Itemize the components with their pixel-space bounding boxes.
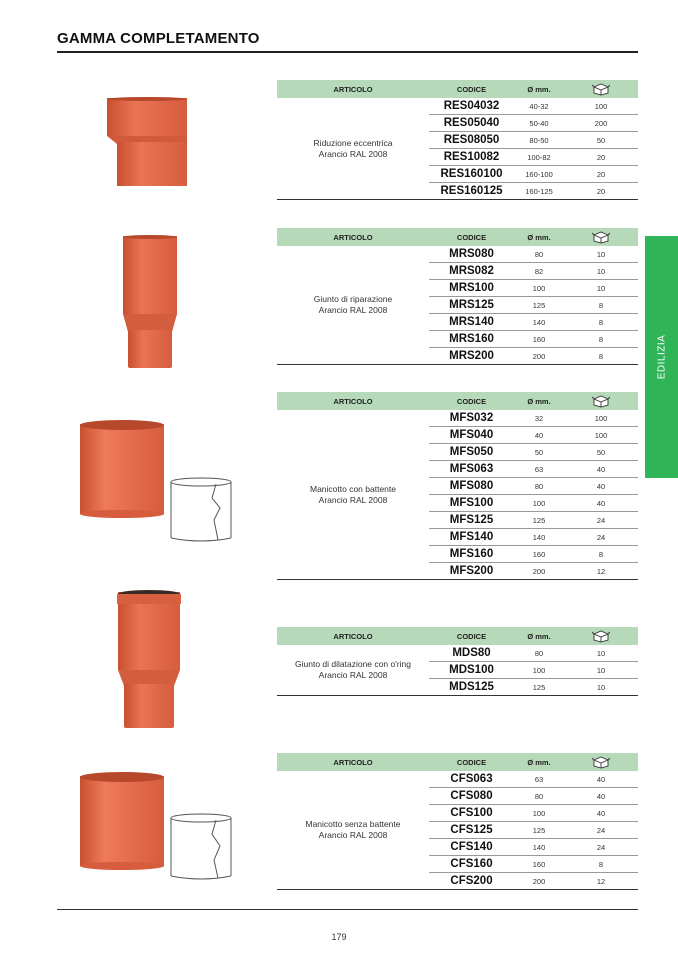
box-icon <box>564 629 638 643</box>
table-body <box>277 246 638 365</box>
pack-quantity: 8 <box>598 859 604 869</box>
product-table <box>277 228 638 365</box>
table-row <box>429 263 638 280</box>
pack-quantity: 24 <box>596 842 606 852</box>
table-rows <box>429 246 638 364</box>
diameter-value: 82 <box>534 266 544 276</box>
product-code: RES04032 <box>443 100 500 112</box>
side-tab-label: EDILIZIA <box>656 334 667 380</box>
header-article: ARTICOLO <box>333 757 373 767</box>
description-line: Arancio RAL 2008 <box>318 670 388 680</box>
table-row <box>429 873 638 889</box>
header-article: ARTICOLO <box>333 84 373 94</box>
table-body <box>277 410 638 580</box>
description-line: Manicotto senza battente <box>305 819 401 829</box>
pack-quantity: 8 <box>598 549 604 559</box>
diameter-value: 140 <box>532 317 546 327</box>
pack-quantity: 10 <box>596 665 606 675</box>
table-row <box>429 822 638 839</box>
sleeve-without-stop-image <box>76 770 236 886</box>
product-code: MFS100 <box>449 497 494 509</box>
pack-quantity: 20 <box>596 186 606 196</box>
table-header <box>277 627 638 645</box>
product-code: MRS125 <box>449 299 494 311</box>
pack-quantity: 12 <box>596 566 606 576</box>
footer-divider <box>57 909 638 910</box>
pack-quantity: 8 <box>598 317 604 327</box>
product-code: MDS80 <box>452 647 491 659</box>
header-diameter: Ø mm. <box>527 757 551 767</box>
header-code: CODICE <box>456 757 487 767</box>
diameter-value: 160-100 <box>525 169 553 179</box>
product-code: CFS100 <box>450 807 493 819</box>
product-code: MFS063 <box>449 463 494 475</box>
article-description <box>277 771 429 889</box>
product-code: CFS160 <box>450 858 493 870</box>
table-rows <box>429 410 638 579</box>
table-row <box>429 529 638 546</box>
product-code: MRS200 <box>449 350 494 362</box>
diameter-value: 160 <box>532 334 546 344</box>
diameter-value: 100 <box>532 498 546 508</box>
pack-quantity: 40 <box>596 498 606 508</box>
table-row <box>429 856 638 873</box>
product-code: CFS125 <box>450 824 493 836</box>
expansion-joint-image <box>116 588 182 730</box>
header-diameter: Ø mm. <box>527 396 551 406</box>
header-code: CODICE <box>456 631 487 641</box>
table-row <box>429 662 638 679</box>
table-row <box>429 512 638 529</box>
table-body <box>277 645 638 696</box>
product-code: MFS050 <box>449 446 494 458</box>
table-rows <box>429 645 638 695</box>
table-row <box>429 246 638 263</box>
table-row <box>429 314 638 331</box>
product-code: MDS125 <box>449 681 494 693</box>
product-code: CFS080 <box>450 790 493 802</box>
box-icon <box>564 230 638 244</box>
table-row <box>429 115 638 132</box>
box-icon <box>564 755 638 769</box>
pack-quantity: 100 <box>594 430 608 440</box>
header-article: ARTICOLO <box>333 396 373 406</box>
description-line: Riduzione eccentrica <box>313 137 393 148</box>
table-row <box>429 297 638 314</box>
product-code: MFS160 <box>449 548 494 560</box>
product-code: MFS200 <box>449 565 494 577</box>
table-row <box>429 331 638 348</box>
table-row <box>429 280 638 297</box>
pack-quantity: 40 <box>596 808 606 818</box>
table-row <box>429 805 638 822</box>
diameter-value: 80-50 <box>529 135 549 145</box>
product-table <box>277 627 638 696</box>
diameter-value: 200 <box>532 351 546 361</box>
table-row <box>429 132 638 149</box>
diameter-value: 63 <box>534 464 544 474</box>
header-diameter: Ø mm. <box>527 232 551 242</box>
product-table <box>277 80 638 200</box>
article-description <box>277 410 429 579</box>
diameter-value: 40-32 <box>529 101 549 111</box>
article-description <box>277 645 429 695</box>
eccentric-reducer-image <box>103 96 189 188</box>
header-article: ARTICOLO <box>333 631 373 641</box>
product-code: CFS140 <box>450 841 493 853</box>
product-code: MFS032 <box>449 412 494 424</box>
table-header <box>277 228 638 246</box>
description-line: Manicotto con battente <box>309 483 396 494</box>
diameter-value: 125 <box>532 300 546 310</box>
pack-quantity: 10 <box>596 266 606 276</box>
header-code: CODICE <box>456 396 487 406</box>
table-header <box>277 392 638 410</box>
header-code: CODICE <box>456 232 487 242</box>
product-code: RES05040 <box>443 117 500 129</box>
product-code: RES10082 <box>443 151 500 163</box>
side-tab-edilizia[interactable] <box>645 236 678 478</box>
table-row <box>429 461 638 478</box>
product-code: MRS100 <box>449 282 494 294</box>
description-line: Giunto di riparazione <box>313 294 393 304</box>
diameter-value: 160 <box>532 859 546 869</box>
table-body <box>277 98 638 200</box>
table-row <box>429 166 638 183</box>
box-icon <box>564 394 638 408</box>
table-row <box>429 546 638 563</box>
pack-quantity: 10 <box>596 249 606 259</box>
diameter-value: 200 <box>532 876 546 886</box>
product-code: MRS082 <box>449 265 494 277</box>
header-code: CODICE <box>456 84 487 94</box>
table-row <box>429 563 638 579</box>
title-divider <box>57 51 638 53</box>
pack-quantity: 24 <box>596 515 606 525</box>
pack-quantity: 40 <box>596 791 606 801</box>
diameter-value: 80 <box>534 249 544 259</box>
pack-quantity: 100 <box>594 101 608 111</box>
product-code: MFS080 <box>449 480 494 492</box>
diameter-value: 200 <box>532 566 546 576</box>
product-code: CFS063 <box>450 773 493 785</box>
product-code: RES08050 <box>443 134 500 146</box>
pack-quantity: 10 <box>596 682 606 692</box>
table-body <box>277 771 638 890</box>
page-title: GAMMA COMPLETAMENTO <box>57 30 260 47</box>
diameter-value: 50-40 <box>529 118 549 128</box>
diameter-value: 140 <box>532 532 546 542</box>
description-line: Arancio RAL 2008 <box>318 305 388 315</box>
table-row <box>429 788 638 805</box>
table-row <box>429 679 638 695</box>
product-code: MRS160 <box>449 333 494 345</box>
diameter-value: 125 <box>532 515 546 525</box>
pack-quantity: 50 <box>596 135 606 145</box>
diameter-value: 140 <box>532 842 546 852</box>
pack-quantity: 20 <box>596 169 606 179</box>
table-rows <box>429 771 638 889</box>
pack-quantity: 20 <box>596 152 606 162</box>
pack-quantity: 10 <box>596 283 606 293</box>
product-code: MFS125 <box>449 514 494 526</box>
table-row <box>429 839 638 856</box>
product-table <box>277 392 638 580</box>
article-description <box>277 246 429 364</box>
description-line: Arancio RAL 2008 <box>318 830 388 840</box>
pack-quantity: 24 <box>596 532 606 542</box>
pack-quantity: 12 <box>596 876 606 886</box>
table-header <box>277 753 638 771</box>
article-description <box>277 98 429 199</box>
diameter-value: 40 <box>534 430 544 440</box>
diameter-value: 100 <box>532 665 546 675</box>
pack-quantity: 8 <box>598 300 604 310</box>
pack-quantity: 8 <box>598 351 604 361</box>
diameter-value: 160 <box>532 549 546 559</box>
table-row <box>429 771 638 788</box>
diameter-value: 100-82 <box>527 152 551 162</box>
diameter-value: 125 <box>532 825 546 835</box>
header-article: ARTICOLO <box>333 232 373 242</box>
diameter-value: 100 <box>532 283 546 293</box>
pack-quantity: 40 <box>596 774 606 784</box>
product-code: MFS040 <box>449 429 494 441</box>
product-code: MRS080 <box>449 248 494 260</box>
diameter-value: 80 <box>534 648 544 658</box>
page-number: 179 <box>331 932 347 942</box>
header-diameter: Ø mm. <box>527 84 551 94</box>
pack-quantity: 8 <box>598 334 604 344</box>
table-header <box>277 80 638 98</box>
description-line: Giunto di dilatazione con o'ring <box>295 659 411 669</box>
table-row <box>429 645 638 662</box>
pack-quantity: 24 <box>596 825 606 835</box>
table-row <box>429 149 638 166</box>
table-row <box>429 183 638 199</box>
product-code: RES160125 <box>440 185 503 197</box>
pack-quantity: 40 <box>596 464 606 474</box>
pack-quantity: 10 <box>596 648 606 658</box>
table-rows <box>429 98 638 199</box>
product-table <box>277 753 638 890</box>
diameter-value: 160-125 <box>525 186 553 196</box>
diameter-value: 80 <box>534 791 544 801</box>
pack-quantity: 50 <box>596 447 606 457</box>
table-row <box>429 478 638 495</box>
diameter-value: 80 <box>534 481 544 491</box>
table-row <box>429 98 638 115</box>
product-code: RES160100 <box>440 168 503 180</box>
table-row <box>429 348 638 364</box>
sleeve-with-stop-image <box>76 418 236 544</box>
diameter-value: 125 <box>532 682 546 692</box>
diameter-value: 100 <box>532 808 546 818</box>
product-code: CFS200 <box>450 875 493 887</box>
diameter-value: 50 <box>534 447 544 457</box>
pack-quantity: 40 <box>596 481 606 491</box>
repair-coupling-image <box>120 234 180 370</box>
table-row <box>429 495 638 512</box>
header-diameter: Ø mm. <box>527 631 551 641</box>
product-code: MFS140 <box>449 531 494 543</box>
product-code: MRS140 <box>449 316 494 328</box>
description-line: Arancio RAL 2008 <box>318 148 388 159</box>
pack-quantity: 200 <box>594 118 608 128</box>
table-row <box>429 410 638 427</box>
diameter-value: 32 <box>534 413 544 423</box>
diameter-value: 63 <box>534 774 544 784</box>
pack-quantity: 100 <box>594 413 608 423</box>
box-icon <box>564 82 638 96</box>
product-code: MDS100 <box>449 664 494 676</box>
table-row <box>429 427 638 444</box>
table-row <box>429 444 638 461</box>
description-line: Arancio RAL 2008 <box>318 494 388 505</box>
